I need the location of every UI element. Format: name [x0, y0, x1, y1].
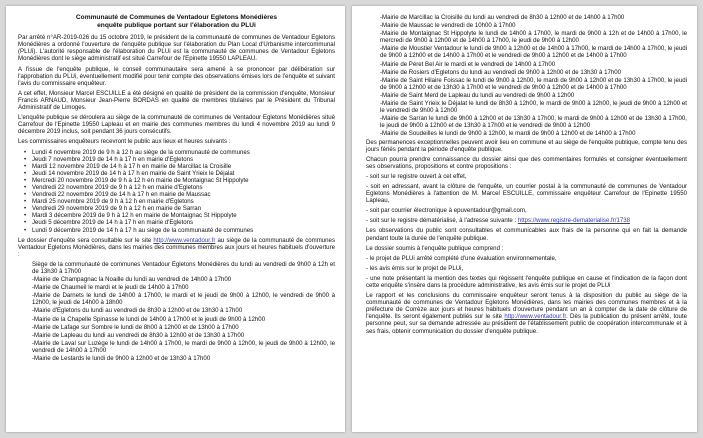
list-item: -Mairie de Saint Hilaire Foissac le lundi de 9h00 à 12h00, le mardi de 9h00 à 12h00 et de 13h30 à 17h00, le jeudi de 9h00 à 12h00 et de 13h30 à 17h00 et le vendredi de 9h00 à 12h00 et de 14h00 à 17h00 — [380, 76, 687, 91]
rapport-text-after: . Dès la publication du présent arrêté, toute personne peut, sur sa demande adressée au président de l'établissement public de coopération intercommunale et à ses frais, obtenir communication du dossier d'enquête publique. — [366, 313, 687, 335]
paragraph-exceptionnelles: Des permanences exceptionnelles peuvent avoir lieu en commune et au siège de l'enquête publique, compte tenu des jours fériés pendant la période d'enquête publique. — [366, 138, 687, 153]
paragraph-dossier-comprend: Le dossier soumis à l'enquête publique comprend : — [366, 244, 504, 252]
list-item: • Vendredi 29 novembre 2019 de 9 h à 12 h en mairie de Sarran — [32, 205, 335, 212]
option-registre: - soit sur le registre ouvert à cet effet, — [366, 172, 467, 180]
list-item: -Mairie d'Egletons du lundi au vendredi de 8h30 à 12h00 et de 13h30 à 17h00 — [32, 307, 243, 315]
permanences-list — [18, 149, 335, 234]
list-item: -Mairie de la Chapelle Spinasse le lundi de 14h00 à 17h00 et le jeudi de 9h00 à 12h00 — [32, 315, 266, 323]
list-item: • Mercredi 20 novembre 2019 de 9 h à 12 h en mairie de Montaignac St Hippolyte — [32, 177, 335, 184]
paragraph-rapport — [366, 292, 687, 335]
list-item: • Vendredi 22 novembre 2019 de 14 h à 17 h en mairie de Maussac — [32, 191, 335, 198]
list-item: -Mairie de Darnets le lundi de 14h00 à 17h00, le mardi et le jeudi de 9h00 à 12h00, le vendredi de 9h00 à 12h00, le jeudi de 14h00 à 18h00 — [32, 292, 335, 307]
paragraph-consultation: Chacun pourra prendre connaissance du dossier ainsi que des commentaires formulés et consigner éventuellement ses observations, propositions et contre propositions : — [366, 155, 687, 170]
list-item: -Mairie de Marcillac la Croisille du lundi au vendredi de 8h30 à 12h00 et de 14h00 à 17h00 — [380, 14, 625, 21]
list-item: -Mairie de Rosiers d'Egletons du lundi au vendredi de 9h00 à 12h00 et de 13h30 à 17h00 — [380, 68, 622, 76]
notice-title — [18, 14, 335, 29]
list-item: -Mairie de Chaumeil le mardi et le jeudi de 14h00 à 17h00 — [32, 284, 189, 292]
list-item: • Jeudi 5 décembre 2019 de 14 h à 17 h en mairie d'Egletons — [32, 219, 335, 226]
option-registre-dematerialise — [366, 217, 687, 224]
paragraph-dossier — [18, 237, 335, 258]
page-left — [6, 6, 345, 432]
list-item: • Lundi 9 décembre 2019 de 14 h à 17 h au siège de la communauté de communes — [32, 227, 335, 234]
paragraph-deroulement: L'enquête publique se déroulera au siège de la communauté de communes de Ventadour Egletons Monédières situé Carrefour de l'Epinette 19550 Lapleau et en mairie des communes membres du lundi 4 novembre 2019 au lundi 9 décembre 2019 inclus, soit pendant 36 jours consécutifs. — [18, 114, 335, 136]
list-item: -Mairie de Maussac le vendredi de 10h00 à 17h00 — [380, 22, 516, 30]
list-item: -Mairie de Lapleau du lundi au vendredi de 8h30 à 12h00 et de 13h30 à 17h00 — [32, 331, 245, 339]
list-item: • Lundi 4 novembre 2019 de 9 h à 12 h au siège de la communauté de communes — [32, 149, 335, 156]
rapport-text: Le rapport et les conclusions du commissaire enquêteur seront tenus à la disposition du public au siège de la communauté de communes de Ventadour Egletons Monédières, dans les mairies des communes membres et à la préfecture de Corrèze aux jours et heures habituels d'ouverture pendant un an à compter de la date de clôture de l'enquête. Ils seront également publiés sur le site — [366, 292, 687, 321]
list-item: -Mairie de Soudeilles le lundi de 9h00 à 12h00, le mardi de 9h00 à 12h00 et de 14h00 à 17h00 — [380, 130, 636, 138]
list-item: -Mairie de Champagnac la Noaille du lundi au vendredi de 14h00 à 17h00 — [32, 276, 232, 284]
dossier-text-after: au siège de la communauté de communes Ventadour Egletons Monédières, dans les mairies des communes membres aux jours et heures habituels d'ouverture : — [18, 236, 335, 258]
list-item: -Mairie de Péret Bel Air le mardi et le vendredi de 14h00 à 17h00 — [380, 60, 556, 68]
dossier-text-before: Le dossier d'enquête sera consultable sur le site — [18, 236, 154, 244]
registre-dematerialise-link[interactable]: https://www.registre-dematerialise.fr/1738 — [517, 217, 630, 225]
list-item: -Mairie de Lafage sur Sombre le lundi de 8h00 à 12h00 et de 13h00 à 17h00 — [32, 323, 239, 331]
list-item: -Mairie de Montaignac St Hippolyte le lundi de 14h00 à 17h00, le mardi de 9h00 à 12h et de 14h00 à 17h00, le mercredi de 9h00 à 12h00 et de 14h00 à 17h00, le jeudi de 9h00 à 12h00 — [380, 30, 687, 45]
hours-list-left — [18, 261, 335, 362]
list-item: • Mardi 12 novembre 2019 de 14 h à 17 h en mairie de Marcillac la Croisille — [32, 163, 335, 170]
list-item: • Jeudi 14 novembre 2019 de 14 h à 17 h en mairie de Saint Yrieix le Déjalat — [32, 170, 335, 177]
paragraph-commission: A cet effet, Monsieur Marcel ESCUILLE a été désigné en qualité de président de la commission d'enquête, Monsieur Francis ARNAUD, Monsieur Jean-Pierre BORDAS en qualité de membres titulaires par le Président du Tribunal Administratif de Limoges. — [18, 89, 335, 112]
list-item: -Mairie de Lestards le lundi de 9h00 à 12h00 et de 13h30 à 17h00 — [32, 355, 211, 363]
list-item: -Mairie de Sarran le lundi de 9h00 à 12h00 et de 13h30 à 17h00, le mardi de 9h00 à 12h00 et de 13h30 à 17h00, le jeudi de 9h00 à 12h00 et de 13h30 à 17h00 et le vendredi de 9h00 à 12h00 — [380, 115, 687, 130]
list-item: -Mairie de Saint Merd de Lapleau du lundi au vendredi de 9h00 à 12h00 — [380, 91, 575, 99]
ventadour-link-final[interactable]: http://www.ventadour.fr — [504, 313, 567, 321]
paragraph-approbation: A l'issue de l'enquête publique, le conseil communautaire sera amené à se prononcer par délibération sur l'approbation du PLUi, éventuellement modifié pour tenir compte des observations émises lors de l'enquête et suivant l'avis du commissaire enquêteur. — [18, 65, 335, 87]
dossier-item: - le projet de PLUi arrêté complété d'une évaluation environnementale, — [366, 254, 557, 262]
list-item: • Mardi 25 novembre 2019 de 9 h à 12 h en mairie d'Egletons — [32, 198, 335, 205]
list-item: • Mardi 3 décembre 2019 de 9 h à 12 h en mairie de Montaignac St Hippolyte — [32, 212, 335, 219]
paragraph-observations: Les observations du public sont consultables et communicables aux frais de la personne qui en fait la demande pendant toute la durée de l'enquête publique. — [366, 227, 687, 242]
list-item: • Jeudi 7 novembre 2019 de 14 h à 17 h en mairie d'Egletons — [32, 156, 335, 163]
list-item: -Mairie de Moustier Ventadour le lundi de 9h00 à 12h00 et de 14h00 à 17h00, le mardi de 14h00 à 17h00, le jeudi de 9h00 à 12h00 et de 14h00 à 17h00 et le vendredi de 9h00 à 12h00 et de 14h00 à 17h00 — [380, 45, 687, 60]
dossier-item: - une note présentant la mention des textes qui régissent l'enquête publique en cause et l'indication de la façon dont cette enquête s'insère dans la procédure administrative, les avis émis sur le projet de PLUi — [366, 274, 687, 289]
dossier-item: - les avis émis sur le projet de PLUi, — [366, 264, 464, 272]
paragraph-permanences-intro: Les commissaires enquêteurs recevront le public aux lieux et heures suivants : — [18, 138, 231, 146]
list-item: -Mairie de Saint Yrieix le Déjalat le lundi de 8h30 à 12h00, le mardi de 9h00 à 12h00, le jeudi de 9h00 à 12h00 et le vendredi de 9h00 à 12h00 — [380, 100, 687, 115]
registre-text: - soit sur le registre dématérialisé, à l'adresse suivante : — [366, 217, 518, 225]
list-item: • Vendredi 22 novembre 2019 de 9 h à 12 h en mairie d'Egletons — [32, 184, 335, 191]
title-line-2: enquête publique portant sur l'élaboration du PLUi — [97, 21, 256, 29]
ventadour-link[interactable]: http://www.ventadour.fr — [153, 236, 216, 244]
option-courrier: - soit en adressant, avant la clôture de l'enquête, un courrier postal à la communauté de communes de Ventadour Egletons Monédières à l'attention de M. Marcel ESCUILLE, commissaire enquêteur Carrefour de l'Epinette 19550 Lapleau, — [366, 182, 687, 205]
hours-list-right — [366, 14, 687, 138]
page-right — [352, 6, 697, 432]
paragraph-arrete: Par arrêté n°AR-2019-026 du 15 octobre 2019, le président de la communauté de communes de Ventadour Egletons Monédières a ordonné l'ouverture de l'enquête publique sur l'élaboration du Plan Local d'Urbanisme intercommunal (PLUi). L'autorité responsable de l'élaboration du PLUi est la communauté de communes de Ventadour Egletons Monédières dont le siège administratif est situé Carrefour de l'Epinette 19550 LAPLEAU. — [18, 34, 335, 63]
list-item: -Mairie de Laval sur Luzège le lundi de 14h00 à 17h00, le mardi de 9h00 à 12h00, le jeudi de 9h00 à 12h00, le vendredi de 14h00 à 17h00 — [32, 339, 335, 354]
title-line-1: Communauté de Communes de Ventadour Egletons Monédières — [75, 14, 278, 21]
list-item: Siège de la communauté de communes Ventadour Egletons Monédières du lundi au vendredi de 9h00 à 12h et de 13h30 à 17h00 — [32, 260, 335, 275]
option-email: - soit par courrier électronique à epuventadour@gmail.com, — [366, 207, 527, 215]
